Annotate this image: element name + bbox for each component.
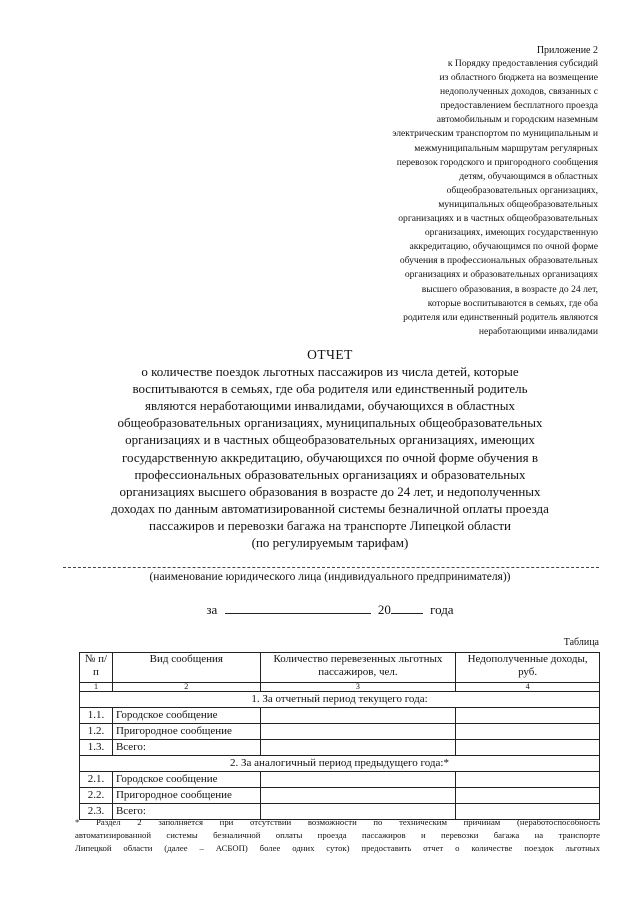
appendix-line: высшего образования, в возрасте до 24 лет, xyxy=(421,283,598,295)
column-number: 1 xyxy=(80,683,113,692)
column-number: 4 xyxy=(456,683,600,692)
report-line: общеобразовательных организациях, муниципальных общеобразовательных xyxy=(117,415,543,431)
report-heading xyxy=(60,346,600,551)
passenger-count-cell[interactable] xyxy=(260,788,456,804)
passenger-count-cell[interactable] xyxy=(260,724,456,740)
passenger-count-cell[interactable] xyxy=(260,772,456,788)
report-line: о количестве поездок льготных пассажиров из числа детей, которые xyxy=(141,364,519,380)
section-header-row xyxy=(80,692,600,708)
report-line: пассажиров и перевозки багажа на транспорте Липецкой области xyxy=(148,517,511,533)
table-row xyxy=(80,740,600,756)
footnote xyxy=(75,816,600,855)
table-row xyxy=(80,724,600,740)
lost-income-cell[interactable] xyxy=(456,724,600,740)
report-table xyxy=(79,652,600,820)
footnote-line: Липецкой области (далее – АСБОП) более одних суток) предоставить отчет о количестве поездок льготных xyxy=(75,843,600,853)
table-caption: Таблица xyxy=(563,637,599,648)
section-header-row xyxy=(80,756,600,772)
column-number: 3 xyxy=(260,683,456,692)
appendix-line: муниципальных общеобразовательных xyxy=(438,198,598,210)
row-label: Городское сообщение xyxy=(112,708,260,724)
row-number: 1.3. xyxy=(80,740,113,756)
report-line: воспитываются в семьях, где оба родителя или единственный родитель xyxy=(132,381,528,397)
appendix-line: из областного бюджета на возмещение xyxy=(439,72,598,84)
appendix-line: к Порядку предоставления субсидий xyxy=(447,58,598,69)
table-header-row xyxy=(80,653,600,683)
appendix-line: предоставлением бесплатного проезда xyxy=(440,100,598,112)
appendix-line: организациях и в частных общеобразовательных xyxy=(398,213,598,225)
row-number: 2.1. xyxy=(80,772,113,788)
report-line: профессиональных образовательных организациях и образовательных xyxy=(134,466,526,482)
period-suffix: года xyxy=(430,602,454,617)
lost-income-cell[interactable] xyxy=(456,740,600,756)
year-blank xyxy=(391,601,423,614)
appendix-line: детям, обучающимся в областных xyxy=(459,170,598,182)
lost-income-cell[interactable] xyxy=(456,772,600,788)
appendix-line: межмуниципальным маршрутам регулярных xyxy=(414,142,598,154)
row-number: 2.3. xyxy=(80,804,113,820)
report-line: (по регулируемым тарифам) xyxy=(251,535,409,551)
column-numbers-row xyxy=(80,683,600,692)
appendix-text xyxy=(318,57,598,339)
appendix-line: автомобильным и городским наземным xyxy=(436,114,598,126)
footnote-line: * Раздел 2 заполняется при отсутствии возможности по техническим причинам (неработоспособность xyxy=(75,817,600,827)
period-prefix: за xyxy=(206,602,218,617)
appendix-title: Приложение 2 xyxy=(536,45,598,56)
appendix-line: которые воспитываются в семьях, где оба xyxy=(427,297,598,309)
appendix-line: родителя или единственный родитель являются xyxy=(403,311,598,323)
report-title: ОТЧЕТ xyxy=(307,347,353,362)
report-line: организациях и в частных общеобразовательных организациях, имеющих xyxy=(125,432,535,448)
table-row xyxy=(80,708,600,724)
table-row xyxy=(80,788,600,804)
footnote-line: автоматизированной системы безналичной оплаты проезда пассажиров и перевозки багажа на транспорте xyxy=(75,830,600,840)
row-number: 2.2. xyxy=(80,788,113,804)
header-number: № п/п xyxy=(80,653,113,683)
section-title: 1. За отчетный период текущего года: xyxy=(80,692,600,708)
organization-name-line xyxy=(63,567,599,568)
table-row xyxy=(80,772,600,788)
report-line: организациях высшего образования в возрасте до 24 лет, и недополученных xyxy=(119,483,541,499)
appendix-line: аккредитацию, обучающимся по очной форме xyxy=(409,241,598,253)
appendix-line: общеобразовательных организациях, xyxy=(446,184,598,196)
report-line: доходах по данным автоматизированной системы безналичной оплаты проезда xyxy=(111,500,549,516)
appendix-line: обучения в профессиональных образовательных xyxy=(399,255,598,267)
row-number: 1.2. xyxy=(80,724,113,740)
passenger-count-cell[interactable] xyxy=(260,708,456,724)
row-label: Пригородное сообщение xyxy=(112,788,260,804)
row-label: Всего: xyxy=(112,740,260,756)
report-line: государственную аккредитацию, обучающихся по очной форме обучения в xyxy=(122,449,538,465)
row-number: 1.1. xyxy=(80,708,113,724)
year-prefix: 20 xyxy=(377,602,391,617)
report-period xyxy=(60,601,600,618)
appendix-line: организациях и образовательных организациях xyxy=(404,269,598,281)
header-lost-income: Недополученные доходы, руб. xyxy=(456,653,600,683)
organization-caption: (наименование юридического лица (индивидуального предпринимателя)) xyxy=(149,571,511,583)
appendix-line: организациях, имеющих государственную xyxy=(424,227,598,239)
report-line: являются неработающими инвалидами, обучающихся в областных xyxy=(144,398,516,414)
period-blank xyxy=(225,601,371,614)
row-label: Всего: xyxy=(112,804,260,820)
appendix-line: электрическим транспортом по муниципальным и xyxy=(392,128,598,140)
section-title: 2. За аналогичный период предыдущего года:* xyxy=(80,756,600,772)
appendix-line: неработающими инвалидами xyxy=(478,325,598,337)
row-label: Городское сообщение xyxy=(112,772,260,788)
appendix-line: недополученных доходов, связанных с xyxy=(439,86,598,98)
lost-income-cell[interactable] xyxy=(456,708,600,724)
column-number: 2 xyxy=(112,683,260,692)
passenger-count-cell[interactable] xyxy=(260,740,456,756)
row-label: Пригородное сообщение xyxy=(112,724,260,740)
header-service-type: Вид сообщения xyxy=(112,653,260,683)
header-passenger-count: Количество перевезенных льготных пассажиров, чел. xyxy=(260,653,456,683)
lost-income-cell[interactable] xyxy=(456,788,600,804)
appendix-line: перевозок городского и пригородного сообщения xyxy=(396,156,598,168)
